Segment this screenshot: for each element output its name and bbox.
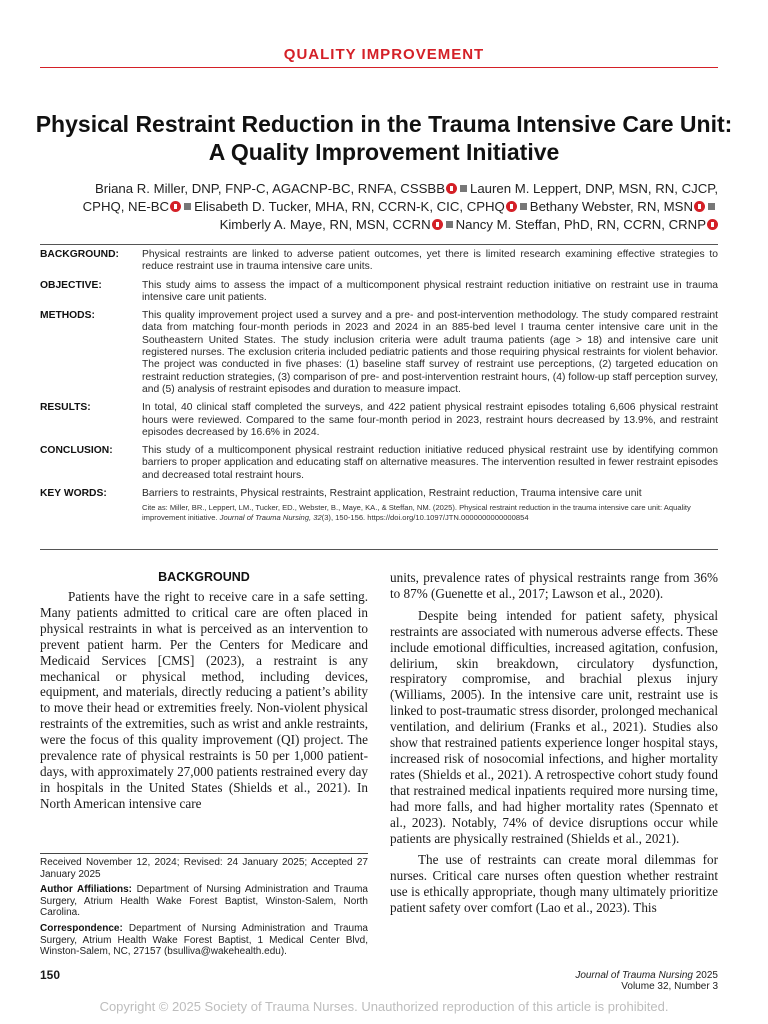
body-paragraph: The use of restraints can create moral dilemmas for nurses. Critical care nurses often question whether restraint use is ethically appropriate, though many ultimately prioritize patient safety over comfort (Lao et al., 2023). This — [390, 852, 718, 916]
header-rule — [40, 67, 718, 68]
abstract-objective — [40, 280, 718, 305]
section-heading: BACKGROUND — [158, 570, 250, 584]
abstract-label: KEY WORDS: — [40, 488, 107, 500]
citation-prefix: Cite as: Miller, BR., Leppert, LM., Tucker, ED., Webster, B., Maye, KA., & Steffan, NM. (2025). Physical restraint reduction in the trauma intensive care unit: Aquality improvement initiative. — [142, 503, 691, 523]
journal-volume: Volume 32, Number 3 — [621, 981, 718, 992]
abstract-text: Physical restraints are linked to adverse patient outcomes, yet there is limited research examining effective strategies to reduce restraint use in trauma intensive care units. — [142, 249, 718, 273]
correspondence-label: Correspondence: — [40, 922, 123, 934]
abstract-label: OBJECTIVE: — [40, 279, 102, 291]
abstract-methods — [40, 310, 718, 396]
separator-square — [460, 185, 467, 192]
affiliations-text: Department of Nursing Administration and Trauma Surgery, Atrium Health Wake Forest Baptist, Winston-Salem, North Carolina. — [40, 884, 368, 919]
journal-info — [575, 970, 718, 992]
abstract-background — [40, 249, 718, 274]
orcid-icon[interactable] — [170, 201, 181, 212]
body-paragraph: Despite being intended for patient safety, physical restraints are associated with numerous adverse effects. These include emotional difficulties, increased agitation, confusion, delirium, skin breakdown, circulatory dysfunction, respiratory compromise, and brachial plexus injury (Williams, 2005). In the intensive care unit, restraint use is linked to post-traumatic stress disorder, prolonged mechanical ventilation, and delirium (Franks et al., 2021). Studies also show that restrained patients experience longer hospital stays, increased risk of nosocomial infections, and higher mortality rates (Shields et al., 2021). A retrospective cohort study found that restrained medical inpatients required more nursing time, had more falls, and had higher mortality rates (Spennato et al., 2023). Notably, 74% of device disruptions occur while patients are physically restrained (Shields et al., 2021). — [390, 607, 718, 846]
abstract-text: This quality improvement project used a survey and a pre- and post-intervention methodology. The study compared restraint data from matching four-month periods in 2023 and 2024 in an 885-bed level I trauma center intensive care unit in the Southeastern United States. The study inclusion criteria were adult trauma patients (age > 18) and intensive care unit registered nurses. The exclusion criteria included pediatric patients and those requiring physical restraints for violent behavior. The project was conducted in five phases: (1) baseline staff survey of restraint use perceptions, (2) targeted education on restraint reduction strategies, (3) comparison of pre- and post-intervention restraint hours, (4) follow-up staff perception survey, and (5) analysis of restraint episodes and duration to measure impact. — [142, 310, 718, 395]
citation-doi[interactable]: (3), 150-156. https://doi.org/10.1097/JTN.0000000000000854 — [321, 513, 529, 523]
journal-year: 2025 — [695, 970, 718, 981]
orcid-icon[interactable] — [707, 219, 718, 230]
separator-square — [446, 221, 453, 228]
citation-journal: Journal of Trauma Nursing, 32 — [219, 513, 322, 523]
copyright-notice: Copyright © 2025 Society of Trauma Nurses. Unauthorized reproduction of this article is prohibited. — [99, 999, 669, 1014]
abstract-label: METHODS: — [40, 310, 95, 322]
body-paragraph: Patients have the right to receive care in a safe setting. Many patients admitted to critical care are often placed in physical restraints in what is perceived as an intervention to prevent patient harm. Per the Centers for Medicare and Medicaid Services [CMS] (2023), a restraint is any mechanical or physical method, including devices, equipment, and materials, directly reducing a patient’s ability to move their head or extremities freely. Non-violent physical restraints of the extremities, such as wrist and ankle restraints, were the focus of this quality improvement (QI) project. The prevalence rate of physical restraints is 50 per 1,000 patient-days, with approximately 27,000 patients restrained every day in hospitals in the United States (Shields et al., 2021). In North American intensive care — [40, 589, 368, 811]
abstract-bottom-rule — [40, 549, 718, 550]
author-name: Elisabeth D. Tucker, MHA, RN, CCRN-K, CIC, CPHQ — [194, 199, 505, 214]
correspondence-text: Department of Nursing Administration and Trauma Surgery, Atrium Health Wake Forest Baptist, 1 Medical Center Blvd, Winston-Salem, NC, 27157 (bsulliva@wakehealth.edu). — [40, 922, 368, 958]
separator-square — [708, 203, 715, 210]
author-list — [60, 180, 718, 234]
abstract — [40, 249, 718, 523]
abstract-text: This study aims to assess the impact of a multicomponent physical restraint reduction initiative on restraint use in trauma intensive care unit patients. — [142, 279, 718, 303]
orcid-icon[interactable] — [432, 219, 443, 230]
abstract-text: Barriers to restraints, Physical restraints, Restraint application, Restraint reduction, Trauma intensive care unit — [142, 488, 642, 500]
abstract-label: BACKGROUND: — [40, 249, 119, 260]
page-number: 150 — [40, 968, 61, 982]
info-rule — [40, 853, 368, 854]
abstract-top-rule — [40, 244, 718, 245]
separator-square — [520, 203, 527, 210]
orcid-icon[interactable] — [506, 201, 517, 212]
author-name: Lauren M. Leppert, DNP, MSN, RN, CJCP, CPHQ, NE-BC — [82, 181, 718, 214]
abstract-label: RESULTS: — [40, 402, 91, 414]
abstract-text: This study of a multicomponent physical restraint reduction initiative reduced physical restraint use by identifying common barriers to proper application and educating staff on alternative measures. The intervention resulted in fewer restraint episodes and decreased total restraint hours. — [142, 445, 718, 481]
author-name: Kimberly A. Maye, RN, MSN, CCRN — [219, 217, 431, 232]
article-title: Physical Restraint Reduction in the Trauma Intensive Care Unit: A Quality Improvement Initiative — [35, 111, 733, 165]
abstract-conclusion — [40, 445, 718, 482]
abstract-results — [40, 402, 718, 439]
author-name: Nancy M. Steffan, PhD, RN, CCRN, CRNP — [455, 217, 706, 232]
abstract-text: In total, 40 clinical staff completed the surveys, and 422 patient physical restraint episodes totaling 6,606 physical restraint hours were reviewed. Compared to the same four-month period in 2023, restraint hours decreased by 13.9%, and restraint episodes decreased by 16.6% in 2024. — [142, 402, 718, 438]
body-column-right — [390, 570, 718, 916]
body-paragraph: units, prevalence rates of physical restraints range from 36% to 87% (Guenette et al., 2017; Lawson et al., 2020). — [390, 570, 718, 601]
section-label: QUALITY IMPROVEMENT — [283, 46, 485, 63]
author-affiliations — [40, 884, 368, 919]
abstract-keywords — [40, 488, 718, 500]
correspondence — [40, 923, 368, 958]
orcid-icon[interactable] — [446, 183, 457, 194]
citation — [142, 503, 718, 523]
author-name: Bethany Webster, RN, MSN — [529, 199, 693, 214]
orcid-icon[interactable] — [694, 201, 705, 212]
article-info — [40, 853, 368, 962]
journal-name: Journal of Trauma Nursing — [575, 970, 693, 981]
author-name: Briana R. Miller, DNP, FNP-C, AGACNP-BC, RNFA, CSSBB — [94, 181, 446, 196]
received-dates: Received November 12, 2024; Revised: 24 January 2025; Accepted 27 January 2025 — [40, 857, 368, 880]
body-column-left — [40, 570, 368, 812]
abstract-label: CONCLUSION: — [40, 445, 113, 457]
separator-square — [184, 203, 191, 210]
affiliations-label: Author Affiliations: — [40, 884, 132, 896]
